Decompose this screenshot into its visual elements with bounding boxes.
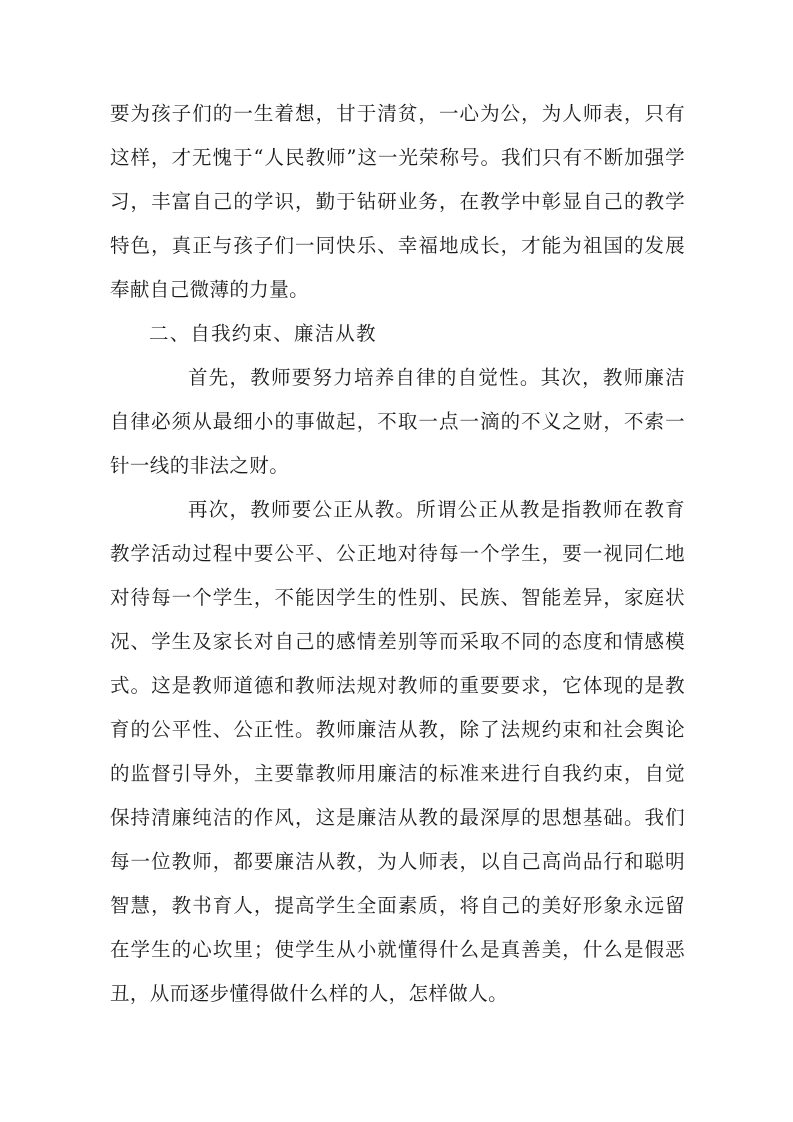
paragraph-teacher-lifelong: 要为孩子们的一生着想，甘于清贫，一心为公，为人师表，只有这样，才无愧于“人民教师”这一光荣称号。我们只有不断加强学习，丰富自己的学识，勤于钻研业务，在教学中彰显自己的教学特色，真正与孩子们一同快乐、幸福地成长，才能为祖国的发展奉献自己微薄的力量。 bbox=[110, 102, 685, 301]
document-body bbox=[110, 92, 685, 1016]
section-heading-self-discipline: 二、自我约束、廉洁从教 bbox=[149, 322, 377, 345]
paragraph-fair-teaching: 再次，教师要公正从教。所谓公正从教是指教师在教育教学活动过程中要公平、公正地对待每一个学生，要一视同仁地对待每一个学生，不能因学生的性别、民族、智能差异，家庭状况、学生及家长对自己的感情差别等而采取不同的态度和情感模式。这是教师道德和教师法规对教师的重要要求，它体现的是教育的公平性、公正性。教师廉洁从教，除了法规约束和社会舆论的监督引导外，主要靠教师用廉洁的标准来进行自我约束，自觉保持清廉纯洁的作风，这是廉洁从教的最深厚的思想基础。我们每一位教师，都要廉洁从教，为人师表，以自己高尚品行和聪明智慧，教书育人，提高学生全面素质，将自己的美好形象永远留在学生的心坎里；使学生从小就懂得什么是真善美，什么是假恶丑，从而逐步懂得做什么样的人，怎样做人。 bbox=[110, 498, 685, 1005]
paragraph-first-self-discipline: 首先，教师要努力培养自律的自觉性。其次，教师廉洁自律必须从最细小的事做起，不取一点一滴的不义之财，不索一针一线的非法之财。 bbox=[110, 366, 685, 477]
